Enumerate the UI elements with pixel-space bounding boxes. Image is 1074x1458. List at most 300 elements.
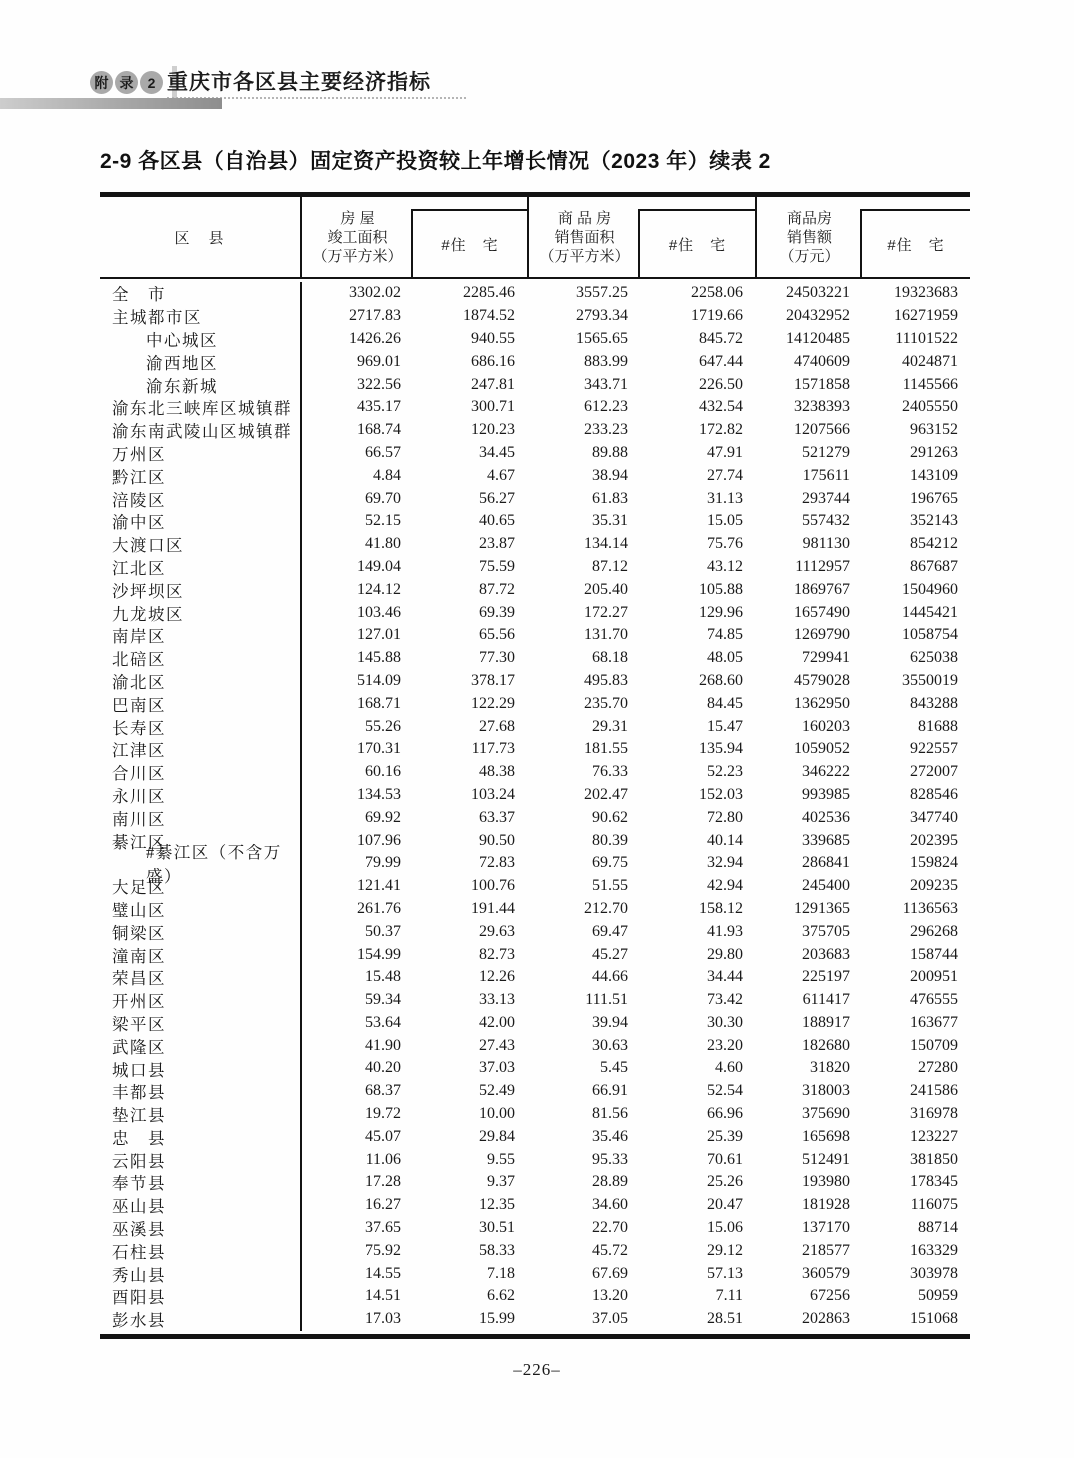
cell-sales-area: 35.31 [592, 512, 628, 530]
cell-sales-amount: 1657490 [794, 603, 850, 621]
cell-completed-area-residential: 4.67 [487, 466, 515, 484]
table-row [100, 1308, 970, 1331]
table-body [100, 279, 970, 1339]
region-name: 万州区 [100, 442, 302, 465]
cell-sales-area-residential: 2258.06 [691, 284, 743, 302]
cell-sales-area-residential: 226.50 [699, 375, 743, 393]
cell-completed-area: 69.70 [365, 489, 401, 507]
cell-completed-area: 969.01 [357, 352, 401, 370]
cell-sales-amount-residential: 123227 [910, 1127, 958, 1145]
cell-sales-area-residential: 105.88 [699, 580, 743, 598]
header-line: （万平方米） [539, 247, 630, 265]
cell-sales-area: 202.47 [584, 785, 628, 803]
cell-sales-area: 87.12 [592, 557, 628, 575]
cell-sales-amount-residential: 316978 [910, 1105, 958, 1123]
region-name: 九龙坡区 [100, 601, 302, 624]
region-name: 潼南区 [100, 943, 302, 966]
cell-sales-amount-residential: 1058754 [902, 626, 958, 644]
cell-sales-area: 3557.25 [576, 284, 628, 302]
appendix-badge-char-2: 录 [115, 71, 138, 94]
column-header-completed-area [302, 197, 413, 277]
cell-sales-amount-residential: 291263 [910, 443, 958, 461]
table-row [100, 556, 970, 579]
table-row [100, 282, 970, 305]
cell-completed-area-residential: 2285.46 [463, 284, 515, 302]
table-row [100, 966, 970, 989]
appendix-badge-char-3: 2 [140, 71, 163, 94]
cell-sales-amount: 402536 [802, 808, 850, 826]
cell-sales-area: 131.70 [584, 626, 628, 644]
cell-sales-area: 69.47 [592, 922, 628, 940]
cell-sales-area: 35.46 [592, 1127, 628, 1145]
cell-completed-area: 59.34 [365, 991, 401, 1009]
cell-completed-area: 60.16 [365, 763, 401, 781]
cell-sales-amount-residential: 296268 [910, 922, 958, 940]
cell-sales-amount: 346222 [802, 763, 850, 781]
cell-completed-area-residential: 1874.52 [463, 307, 515, 325]
cell-sales-area: 51.55 [592, 877, 628, 895]
cell-sales-amount: 24503221 [786, 284, 850, 302]
region-name: 忠 县 [100, 1125, 302, 1148]
cell-completed-area: 69.92 [365, 808, 401, 826]
cell-sales-amount: 1571858 [794, 375, 850, 393]
cell-sales-amount: 20432952 [786, 307, 850, 325]
cell-sales-amount-residential: 1136563 [902, 899, 958, 917]
cell-completed-area: 75.92 [365, 1241, 401, 1259]
cell-completed-area-residential: 23.87 [479, 535, 515, 553]
cell-completed-area-residential: 9.55 [487, 1150, 515, 1168]
cell-sales-amount-residential: 151068 [910, 1310, 958, 1328]
cell-completed-area-residential: 27.43 [479, 1036, 515, 1054]
region-name: 云阳县 [100, 1148, 302, 1171]
cell-completed-area: 66.57 [365, 443, 401, 461]
cell-sales-amount: 188917 [802, 1013, 850, 1031]
cell-completed-area-residential: 72.83 [479, 854, 515, 872]
cell-sales-area-residential: 15.06 [707, 1219, 743, 1237]
cell-sales-amount: 1207566 [794, 421, 850, 439]
cell-sales-amount-residential: 50959 [918, 1287, 958, 1305]
cell-sales-amount: 137170 [802, 1219, 850, 1237]
cell-sales-amount: 1059052 [794, 740, 850, 758]
table-row [100, 1125, 970, 1148]
cell-sales-area-residential: 41.93 [707, 922, 743, 940]
cell-sales-amount-residential: 11101522 [895, 329, 958, 347]
cell-sales-amount-residential: 854212 [910, 535, 958, 553]
cell-completed-area: 53.64 [365, 1013, 401, 1031]
region-name: 中心城区 [100, 328, 302, 351]
cell-sales-amount-residential: 19323683 [894, 284, 958, 302]
table-row [100, 624, 970, 647]
cell-completed-area: 261.76 [357, 899, 401, 917]
cell-sales-amount: 14120485 [786, 329, 850, 347]
region-name: 铜梁区 [100, 920, 302, 943]
cell-completed-area-residential: 9.37 [487, 1173, 515, 1191]
cell-sales-area: 212.70 [584, 899, 628, 917]
cell-sales-amount-residential: 476555 [910, 991, 958, 1009]
cell-completed-area-residential: 37.03 [479, 1059, 515, 1077]
cell-completed-area-residential: 29.84 [479, 1127, 515, 1145]
cell-sales-amount: 1362950 [794, 694, 850, 712]
cell-sales-area-residential: 845.72 [699, 329, 743, 347]
cell-sales-amount: 245400 [802, 877, 850, 895]
region-name: 南川区 [100, 806, 302, 829]
table-row [100, 373, 970, 396]
table-row [100, 738, 970, 761]
region-name: 渝东南武陵山区城镇群 [100, 419, 302, 442]
cell-sales-amount-residential: 303978 [910, 1264, 958, 1282]
cell-sales-area-residential: 34.44 [707, 968, 743, 986]
cell-sales-amount-residential: 381850 [910, 1150, 958, 1168]
cell-sales-amount-residential: 196765 [910, 489, 958, 507]
cell-completed-area-residential: 58.33 [479, 1241, 515, 1259]
cell-sales-amount-residential: 163329 [910, 1241, 958, 1259]
cell-sales-area: 29.31 [592, 717, 628, 735]
cell-completed-area: 15.48 [365, 968, 401, 986]
cell-sales-amount: 1269790 [794, 626, 850, 644]
region-name: 丰都县 [100, 1080, 302, 1103]
region-name: 梁平区 [100, 1012, 302, 1035]
cell-completed-area-residential: 12.26 [479, 968, 515, 986]
region-name: 巴南区 [100, 692, 302, 715]
cell-sales-amount-residential: 867687 [910, 557, 958, 575]
cell-sales-area: 233.23 [584, 421, 628, 439]
cell-completed-area: 11.06 [365, 1150, 401, 1168]
cell-completed-area-residential: 33.13 [479, 991, 515, 1009]
cell-sales-amount: 1291365 [794, 899, 850, 917]
cell-sales-area: 495.83 [584, 671, 628, 689]
region-name: 南岸区 [100, 624, 302, 647]
cell-sales-area-residential: 25.26 [707, 1173, 743, 1191]
cell-completed-area-residential: 87.72 [479, 580, 515, 598]
cell-sales-area-residential: 31.13 [707, 489, 743, 507]
table-row [100, 898, 970, 921]
cell-sales-area-residential: 75.76 [707, 535, 743, 553]
cell-sales-area-residential: 28.51 [707, 1310, 743, 1328]
cell-completed-area-residential: 30.51 [479, 1219, 515, 1237]
cell-sales-area-residential: 52.54 [707, 1082, 743, 1100]
cell-completed-area-residential: 15.99 [479, 1310, 515, 1328]
cell-sales-area-residential: 42.94 [707, 877, 743, 895]
column-header-residential-3: #住 宅 [860, 209, 970, 277]
cell-completed-area: 19.72 [365, 1105, 401, 1123]
cell-sales-amount: 203683 [802, 945, 850, 963]
cell-sales-area: 343.71 [584, 375, 628, 393]
region-name: 长寿区 [100, 715, 302, 738]
cell-sales-amount: 202863 [802, 1310, 850, 1328]
cell-sales-amount-residential: 241586 [910, 1082, 958, 1100]
cell-sales-area: 28.89 [592, 1173, 628, 1191]
decorative-gray-bar [0, 98, 222, 109]
cell-completed-area: 149.04 [357, 557, 401, 575]
cell-sales-amount-residential: 200951 [910, 968, 958, 986]
cell-completed-area-residential: 34.45 [479, 443, 515, 461]
cell-sales-area-residential: 135.94 [699, 740, 743, 758]
cell-completed-area: 124.12 [357, 580, 401, 598]
region-name: 江北区 [100, 556, 302, 579]
cell-sales-amount-residential: 178345 [910, 1173, 958, 1191]
column-header-residential-2: #住 宅 [638, 209, 755, 277]
cell-sales-area-residential: 73.42 [707, 991, 743, 1009]
cell-sales-area: 30.63 [592, 1036, 628, 1054]
cell-sales-amount: 218577 [802, 1241, 850, 1259]
cell-sales-amount: 31820 [810, 1059, 850, 1077]
cell-sales-area: 67.69 [592, 1264, 628, 1282]
cell-sales-area-residential: 40.14 [707, 831, 743, 849]
cell-sales-amount-residential: 4024871 [902, 352, 958, 370]
cell-completed-area: 17.28 [365, 1173, 401, 1191]
cell-completed-area: 16.27 [365, 1196, 401, 1214]
cell-completed-area-residential: 63.37 [479, 808, 515, 826]
region-name: 涪陵区 [100, 487, 302, 510]
header-line: （万元） [779, 247, 840, 265]
cell-sales-area: 1565.65 [576, 329, 628, 347]
cell-sales-amount: 293744 [802, 489, 850, 507]
cell-completed-area-residential: 10.00 [479, 1105, 515, 1123]
cell-sales-area: 34.60 [592, 1196, 628, 1214]
cell-sales-area-residential: 27.74 [707, 466, 743, 484]
cell-sales-area-residential: 158.12 [699, 899, 743, 917]
cell-sales-area-residential: 74.85 [707, 626, 743, 644]
cell-completed-area-residential: 686.16 [471, 352, 515, 370]
table-row [100, 442, 970, 465]
cell-sales-area: 45.27 [592, 945, 628, 963]
cell-completed-area-residential: 7.18 [487, 1264, 515, 1282]
region-name: 酉阳县 [100, 1285, 302, 1308]
cell-sales-area: 44.66 [592, 968, 628, 986]
region-name: 武隆区 [100, 1034, 302, 1057]
cell-completed-area: 322.56 [357, 375, 401, 393]
table-row [100, 396, 970, 419]
cell-sales-area-residential: 57.13 [707, 1264, 743, 1282]
cell-sales-area: 235.70 [584, 694, 628, 712]
table-row [100, 1171, 970, 1194]
table-row [100, 1285, 970, 1308]
cell-sales-area-residential: 29.12 [707, 1241, 743, 1259]
cell-sales-amount: 729941 [802, 649, 850, 667]
cell-completed-area: 79.99 [365, 854, 401, 872]
cell-sales-amount: 318003 [802, 1082, 850, 1100]
cell-sales-amount-residential: 3550019 [902, 671, 958, 689]
cell-completed-area: 168.74 [357, 421, 401, 439]
table-row [100, 487, 970, 510]
cell-sales-amount: 67256 [810, 1287, 850, 1305]
cell-completed-area: 4.84 [373, 466, 401, 484]
cell-sales-area-residential: 52.23 [707, 763, 743, 781]
cell-sales-amount-residential: 150709 [910, 1036, 958, 1054]
cell-sales-amount: 611417 [802, 991, 850, 1009]
cell-completed-area: 107.96 [357, 831, 401, 849]
cell-completed-area: 68.37 [365, 1082, 401, 1100]
cell-completed-area-residential: 75.59 [479, 557, 515, 575]
cell-completed-area-residential: 940.55 [471, 329, 515, 347]
region-name: 彭水县 [100, 1308, 302, 1331]
cell-completed-area: 3302.02 [349, 284, 401, 302]
cell-completed-area-residential: 69.39 [479, 603, 515, 621]
cell-sales-area-residential: 4.60 [715, 1059, 743, 1077]
cell-sales-area: 66.91 [592, 1082, 628, 1100]
table-row [100, 1012, 970, 1035]
cell-sales-amount-residential: 159824 [910, 854, 958, 872]
cell-completed-area-residential: 90.50 [479, 831, 515, 849]
cell-sales-area-residential: 1719.66 [691, 307, 743, 325]
cell-completed-area: 435.17 [357, 398, 401, 416]
cell-sales-amount-residential: 828546 [910, 785, 958, 803]
cell-completed-area: 168.71 [357, 694, 401, 712]
cell-sales-area: 81.56 [592, 1105, 628, 1123]
table-row [100, 920, 970, 943]
cell-completed-area: 50.37 [365, 922, 401, 940]
cell-sales-amount-residential: 81688 [918, 717, 958, 735]
cell-completed-area: 41.90 [365, 1036, 401, 1054]
cell-sales-amount: 193980 [802, 1173, 850, 1191]
column-header-region: 区 县 [100, 197, 302, 277]
column-header-sales-area [529, 197, 640, 277]
region-name: 全 市 [100, 282, 302, 305]
cell-completed-area-residential: 29.63 [479, 922, 515, 940]
cell-sales-amount: 286841 [802, 854, 850, 872]
cell-sales-area-residential: 20.47 [707, 1196, 743, 1214]
cell-completed-area-residential: 82.73 [479, 945, 515, 963]
cell-completed-area-residential: 56.27 [479, 489, 515, 507]
cell-sales-area: 45.72 [592, 1241, 628, 1259]
region-name: 北碚区 [100, 647, 302, 670]
cell-sales-area: 69.75 [592, 854, 628, 872]
cell-sales-amount-residential: 347740 [910, 808, 958, 826]
header-line: 销售额 [786, 228, 832, 246]
section-title: 重庆市各区县主要经济指标 [167, 71, 431, 94]
cell-sales-area-residential: 43.12 [707, 557, 743, 575]
cell-sales-area: 111.51 [585, 991, 628, 1009]
cell-sales-amount-residential: 272007 [910, 763, 958, 781]
cell-sales-amount-residential: 843288 [910, 694, 958, 712]
cell-sales-amount-residential: 158744 [910, 945, 958, 963]
cell-completed-area: 14.51 [365, 1287, 401, 1305]
cell-sales-amount-residential: 1445421 [902, 603, 958, 621]
cell-completed-area-residential: 77.30 [479, 649, 515, 667]
cell-sales-amount: 181928 [802, 1196, 850, 1214]
table-row [100, 1239, 970, 1262]
table-title: 2-9 各区县（自治县）固定资产投资较上年增长情况（2023 年）续表 2 [100, 150, 771, 173]
cell-completed-area: 14.55 [365, 1264, 401, 1282]
table-row [100, 464, 970, 487]
header-line: 商品房 [786, 209, 832, 227]
cell-sales-amount-residential: 209235 [910, 877, 958, 895]
cell-sales-amount: 557432 [802, 512, 850, 530]
cell-completed-area-residential: 300.71 [471, 398, 515, 416]
cell-sales-amount: 182680 [802, 1036, 850, 1054]
cell-sales-amount-residential: 1145566 [902, 375, 958, 393]
cell-sales-area-residential: 129.96 [699, 603, 743, 621]
cell-completed-area: 103.46 [357, 603, 401, 621]
cell-sales-area-residential: 432.54 [699, 398, 743, 416]
table-row [100, 943, 970, 966]
cell-sales-amount-residential: 16271959 [894, 307, 958, 325]
cell-sales-area: 90.62 [592, 808, 628, 826]
region-name: 秀山县 [100, 1262, 302, 1285]
cell-sales-area-residential: 84.45 [707, 694, 743, 712]
table-row [100, 350, 970, 373]
cell-sales-area-residential: 30.30 [707, 1013, 743, 1031]
cell-completed-area: 45.07 [365, 1127, 401, 1145]
cell-completed-area-residential: 117.73 [471, 740, 515, 758]
cell-sales-area: 172.27 [584, 603, 628, 621]
cell-sales-area-residential: 15.47 [707, 717, 743, 735]
cell-completed-area: 41.80 [365, 535, 401, 553]
cell-sales-area: 38.94 [592, 466, 628, 484]
region-name: 城口县 [100, 1057, 302, 1080]
table-row [100, 1103, 970, 1126]
cell-sales-area-residential: 32.94 [707, 854, 743, 872]
table-header [100, 192, 970, 279]
header-line: 房 屋 [340, 209, 375, 227]
cell-sales-area-residential: 48.05 [707, 649, 743, 667]
cell-sales-area: 13.20 [592, 1287, 628, 1305]
cell-sales-area-residential: 23.20 [707, 1036, 743, 1054]
appendix-badge-char-1: 附 [90, 71, 113, 94]
region-name: 大足区 [100, 875, 302, 898]
column-group-sales-area [527, 197, 755, 277]
cell-sales-area: 68.18 [592, 649, 628, 667]
cell-sales-amount-residential: 27280 [918, 1059, 958, 1077]
cell-completed-area-residential: 247.81 [471, 375, 515, 393]
cell-sales-amount-residential: 922557 [910, 740, 958, 758]
cell-completed-area: 37.65 [365, 1219, 401, 1237]
cell-completed-area: 1426.26 [349, 329, 401, 347]
cell-completed-area: 145.88 [357, 649, 401, 667]
cell-sales-amount: 165698 [802, 1127, 850, 1145]
cell-sales-amount-residential: 88714 [918, 1219, 958, 1237]
cell-completed-area: 121.41 [357, 877, 401, 895]
cell-sales-area: 5.45 [600, 1059, 628, 1077]
cell-sales-area-residential: 29.80 [707, 945, 743, 963]
cell-sales-amount: 375690 [802, 1105, 850, 1123]
cell-sales-amount: 1869767 [794, 580, 850, 598]
region-name: 奉节县 [100, 1171, 302, 1194]
cell-sales-area: 39.94 [592, 1013, 628, 1031]
region-name: 渝东新城 [100, 373, 302, 396]
region-name: 巫溪县 [100, 1217, 302, 1240]
cell-sales-amount: 375705 [802, 922, 850, 940]
cell-sales-area: 181.55 [584, 740, 628, 758]
cell-sales-amount: 160203 [802, 717, 850, 735]
page-number: –226– [513, 1360, 561, 1379]
cell-sales-amount: 4579028 [794, 671, 850, 689]
cell-sales-area-residential: 152.03 [699, 785, 743, 803]
cell-completed-area: 134.53 [357, 785, 401, 803]
cell-sales-area: 205.40 [584, 580, 628, 598]
region-name: 荣昌区 [100, 966, 302, 989]
cell-sales-amount: 981130 [802, 535, 850, 553]
cell-completed-area-residential: 6.62 [487, 1287, 515, 1305]
cell-sales-amount-residential: 163677 [910, 1013, 958, 1031]
cell-sales-area: 95.33 [592, 1150, 628, 1168]
region-name: 江津区 [100, 738, 302, 761]
cell-sales-amount-residential: 116075 [910, 1196, 958, 1214]
column-group-sales-amount [755, 197, 970, 277]
table-row [100, 784, 970, 807]
region-name: 合川区 [100, 761, 302, 784]
statistics-table [100, 192, 970, 1339]
column-group-completed-area [302, 197, 527, 277]
cell-sales-area: 89.88 [592, 443, 628, 461]
cell-sales-amount: 4740609 [794, 352, 850, 370]
table-row [100, 1080, 970, 1103]
table-row [100, 647, 970, 670]
table-row [100, 510, 970, 533]
cell-sales-area-residential: 70.61 [707, 1150, 743, 1168]
cell-sales-area: 22.70 [592, 1219, 628, 1237]
cell-sales-amount: 521279 [802, 443, 850, 461]
